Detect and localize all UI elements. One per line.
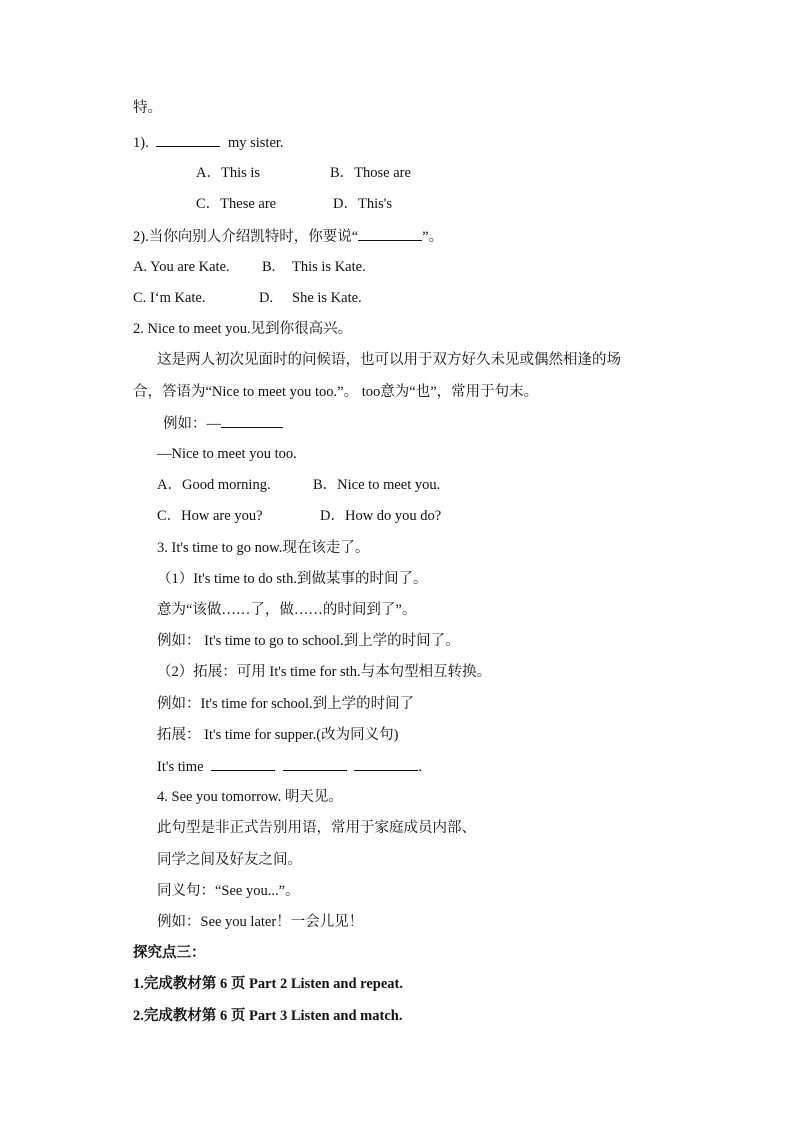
text-line: 拓展： It's time for supper.(改为同义句) — [157, 727, 399, 743]
text-line: 例如： It's time to go to school.到上学的时间了。 — [157, 633, 460, 649]
text-line: 特。 — [133, 100, 162, 116]
text-line: 同学之间及好友之间。 — [157, 852, 302, 868]
question-text: 2).当你向别人介绍凯特时，你要说“ — [133, 229, 359, 245]
text-line: —Nice to meet you too. — [157, 446, 297, 462]
option-a: A．This is — [196, 165, 261, 181]
answer-blank — [354, 756, 418, 771]
answer-blank — [221, 413, 283, 428]
option-b: B．Nice to meet you. — [313, 477, 441, 493]
option-b: This is Kate. — [292, 259, 366, 275]
question-text-end: ”。 — [422, 229, 444, 245]
option-d: D．This's — [333, 196, 393, 212]
task-line: 2.完成教材第 6 页 Part 3 Listen and match. — [133, 1008, 403, 1024]
option-c: C．How are you? — [157, 508, 263, 524]
text-end: . — [418, 759, 423, 775]
question-1 — [133, 132, 284, 153]
option-d-letter: D. — [259, 290, 274, 306]
option-a: A．Good morning. — [157, 477, 271, 493]
section-heading: 3. It's time to go now.现在该走了。 — [157, 540, 370, 556]
text-line: 例如：See you later！一会儿见！ — [157, 914, 364, 930]
text-line: 意为“该做……了，做……的时间到了”。 — [157, 602, 417, 618]
question-text: my sister. — [227, 135, 284, 151]
answer-blank — [358, 226, 422, 241]
option-b-letter: B. — [262, 259, 276, 275]
text-line: （1）It's time to do sth.到做某事的时间了。 — [157, 571, 428, 587]
option-a: A. You are Kate. — [133, 259, 230, 275]
answer-blank — [156, 132, 220, 147]
option-d: She is Kate. — [292, 290, 362, 306]
text-line: （2）拓展：可用 It's time for sth.与本句型相互转换。 — [157, 664, 492, 680]
task-line: 1.完成教材第 6 页 Part 2 Listen and repeat. — [133, 976, 403, 992]
answer-blank — [211, 756, 275, 771]
option-b: B．Those are — [330, 165, 411, 181]
answer-blank — [283, 756, 347, 771]
text-line: 此句型是非正式告别用语，常用于家庭成员内部、 — [157, 820, 476, 836]
option-c: C．These are — [196, 196, 277, 212]
text-start: It's time — [157, 759, 204, 775]
section-heading: 4. See you tomorrow. 明天见。 — [157, 789, 343, 805]
text-line: 这是两人初次见面时的问候语，也可以用于双方好久未见或偶然相逢的场 — [157, 352, 621, 368]
text-line: 例如：It's time for school.到上学的时间了 — [157, 696, 415, 712]
fill-in-line — [157, 756, 422, 777]
example-label: 例如：— — [163, 416, 221, 432]
option-c: C. I‘m Kate. — [133, 290, 206, 306]
text-line: 合，答语为“Nice to meet you too.”。 too意为“也”，常用于句末。 — [133, 384, 539, 400]
example-line — [163, 413, 283, 434]
text-line: 同义句：“See you...”。 — [157, 883, 300, 899]
question-2 — [133, 226, 443, 247]
section-title: 探究点三： — [133, 945, 206, 961]
option-d: D．How do you do? — [320, 508, 442, 524]
question-number: 1). — [133, 135, 149, 151]
section-heading: 2. Nice to meet you.见到你很高兴。 — [133, 321, 353, 337]
